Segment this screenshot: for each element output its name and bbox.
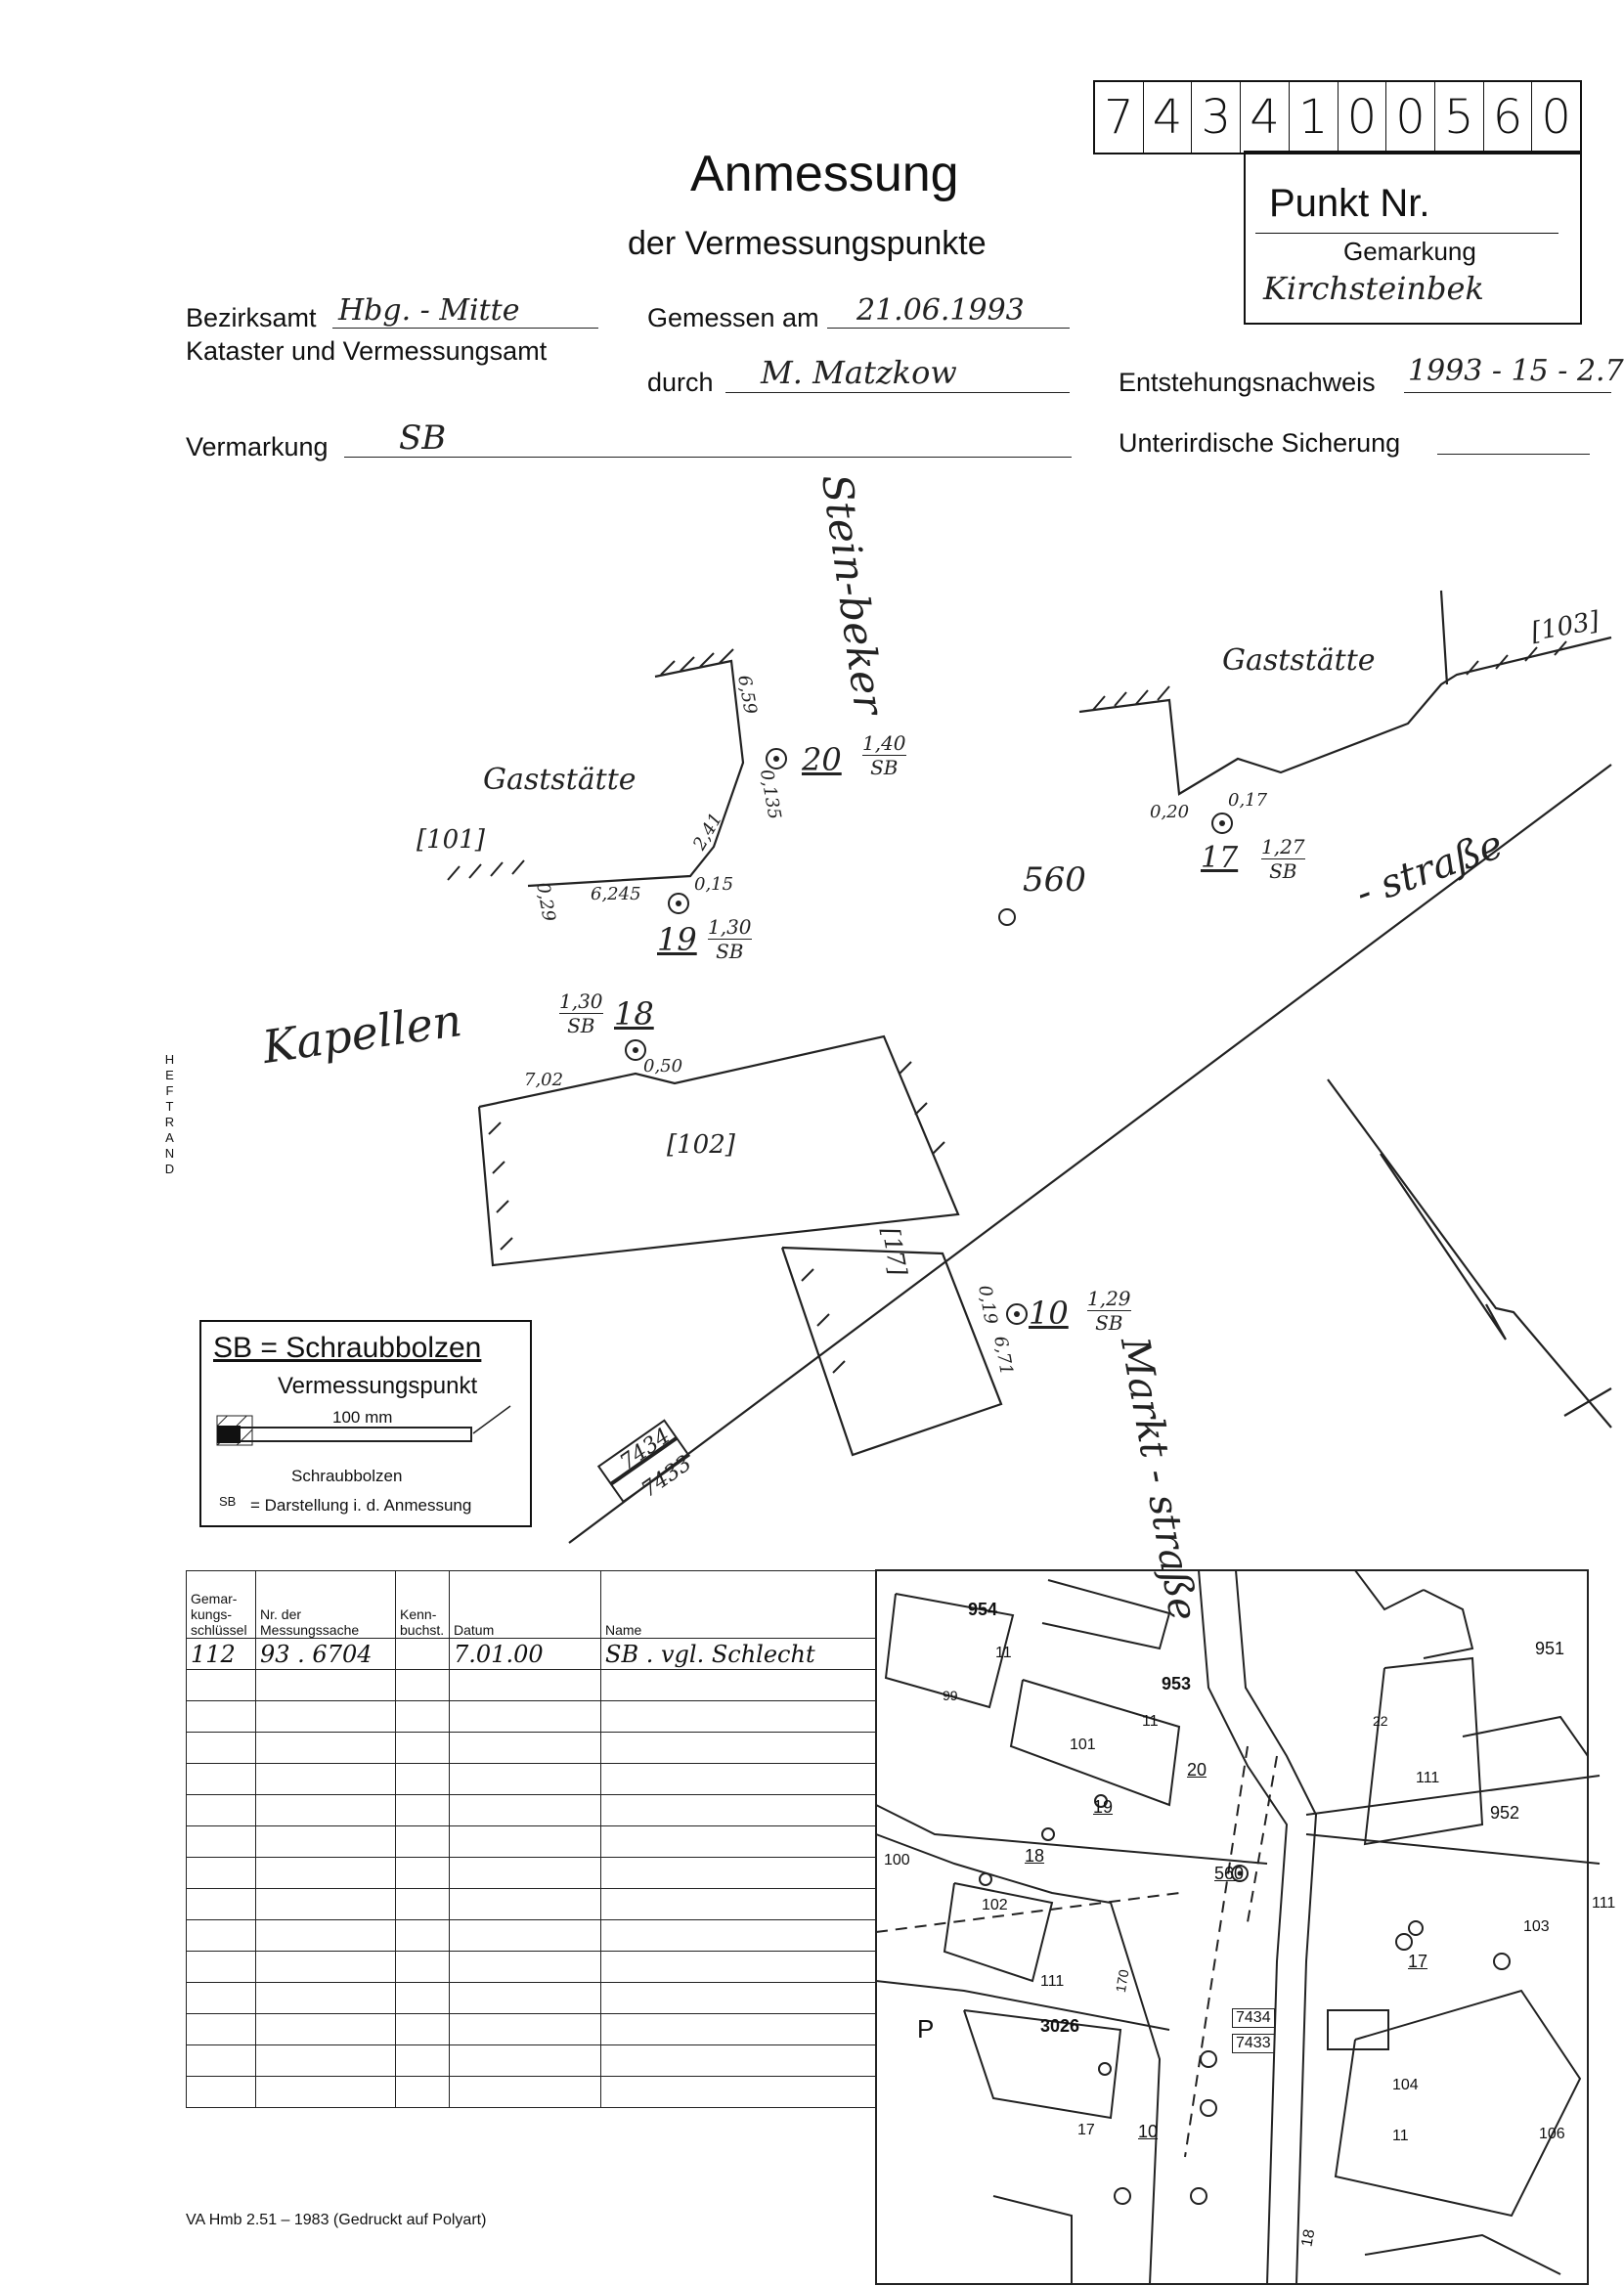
cell xyxy=(187,1670,256,1701)
cell xyxy=(256,1889,396,1920)
table-row xyxy=(187,1733,876,1764)
cell xyxy=(601,1764,876,1795)
cell xyxy=(187,1889,256,1920)
footer-note: VA Hmb 2.51 – 1983 (Gedruckt auf Polyart) xyxy=(186,2212,487,2228)
cell xyxy=(396,1826,450,1858)
label-gaststaette-right: Gaststätte xyxy=(1222,643,1376,678)
cell xyxy=(396,2077,450,2108)
map-parcel-111c: 111 xyxy=(1592,1895,1616,1912)
measure-015: 0,15 xyxy=(694,874,734,895)
entstehung-field: 1993 - 15 - 2.7 xyxy=(1404,354,1611,393)
map-point-17: 17 xyxy=(1408,1952,1428,1971)
label-103: [103] xyxy=(1528,606,1602,647)
measure-019: 0,19 xyxy=(974,1283,1001,1327)
map-point-19: 19 xyxy=(1093,1797,1114,1817)
cell xyxy=(601,2045,876,2077)
durch-label: durch xyxy=(647,368,714,397)
cell xyxy=(450,2014,601,2045)
cell xyxy=(450,1826,601,1858)
cell xyxy=(256,1733,396,1764)
map-parcel-18: 18 xyxy=(1298,2227,1319,2249)
building-outline-17 xyxy=(782,1248,1001,1455)
point-560-label: 560 xyxy=(1023,860,1086,900)
point-17-height: 1,27 SB xyxy=(1261,835,1305,883)
gemessen-field: 21.06.1993 xyxy=(827,293,1070,329)
cell xyxy=(256,1952,396,1983)
digit: 0 xyxy=(1541,90,1571,145)
cell xyxy=(450,2077,601,2108)
cell xyxy=(601,1952,876,1983)
cell xyxy=(601,1826,876,1858)
cell xyxy=(396,2045,450,2077)
bezirksamt-field: Hbg. - Mitte xyxy=(332,293,598,329)
cell xyxy=(187,1733,256,1764)
table-row xyxy=(187,1795,876,1826)
cell xyxy=(450,1701,601,1733)
map-parcel-103: 103 xyxy=(1523,1918,1550,1935)
measure-6245: 6,245 xyxy=(591,884,641,904)
map-parcel-3026: 3026 xyxy=(1040,2016,1080,2036)
cell xyxy=(187,2077,256,2108)
map-parcel-170: 170 xyxy=(1112,1968,1132,1994)
measure-017: 0,17 xyxy=(1228,790,1268,811)
cadastral-map xyxy=(876,1570,1588,2284)
map-parcel-952: 952 xyxy=(1490,1803,1520,1823)
gemarkung-value: Kirchsteinbek xyxy=(1263,270,1484,307)
street-steinbeker: Stein-beker xyxy=(812,470,894,718)
digit: 5 xyxy=(1435,82,1484,153)
cell xyxy=(450,1889,601,1920)
cell xyxy=(187,1920,256,1952)
cell xyxy=(450,1670,601,1701)
cell xyxy=(187,1764,256,1795)
cell: SB . vgl. Schlecht xyxy=(601,1639,876,1670)
measure-241: 2,41 xyxy=(688,809,727,855)
cell xyxy=(187,1952,256,1983)
legend-darstellung: = Darstellung i. d. Anmessung xyxy=(250,1496,472,1515)
cell: 93 . 6704 xyxy=(256,1639,396,1670)
cell xyxy=(256,1826,396,1858)
cell: 7.01.00 xyxy=(450,1639,601,1670)
cell xyxy=(450,1795,601,1826)
cell xyxy=(450,1952,601,1983)
table-row xyxy=(187,2045,876,2077)
cell xyxy=(187,1701,256,1733)
gemessen-label: Gemessen am xyxy=(647,303,819,332)
cell xyxy=(450,1764,601,1795)
digit: 0 xyxy=(1386,82,1435,153)
measure-050: 0,50 xyxy=(643,1056,683,1077)
point-18-nr: 18 xyxy=(614,995,654,1033)
unterirdisch-label: Unterirdische Sicherung xyxy=(1119,428,1401,458)
cell xyxy=(396,1952,450,1983)
map-parcel-11a: 11 xyxy=(995,1645,1012,1661)
measure-659: 6,59 xyxy=(733,673,761,717)
street-strasse: - straße xyxy=(1349,821,1510,917)
cell xyxy=(256,1764,396,1795)
table-row xyxy=(187,1826,876,1858)
map-parcel-99: 99 xyxy=(943,1688,958,1703)
label-17: [17] xyxy=(876,1225,912,1278)
cell xyxy=(256,1670,396,1701)
legend-subtitle: Vermessungspunkt xyxy=(278,1373,478,1399)
cell xyxy=(396,1858,450,1889)
cell xyxy=(187,1826,256,1858)
sheet-7434: 7434 xyxy=(615,1424,676,1475)
cell xyxy=(396,1639,450,1670)
legend-box xyxy=(199,1320,532,1527)
digit: 3 xyxy=(1192,82,1241,153)
cell xyxy=(450,2045,601,2077)
cell xyxy=(601,1920,876,1952)
map-sheet-7434: 7434 xyxy=(1232,2008,1275,2028)
table-row xyxy=(187,1952,876,1983)
cell xyxy=(601,1733,876,1764)
cell xyxy=(256,2014,396,2045)
point-19-height: 1,30 SB xyxy=(708,915,752,963)
col-kennbuchst: Kenn-buchst. xyxy=(396,1571,450,1639)
label-gaststaette-left: Gaststätte xyxy=(483,763,636,797)
label-102: [102] xyxy=(667,1130,735,1160)
bezirksamt-label: Bezirksamt xyxy=(186,303,317,332)
street-kapellen: Kapellen xyxy=(259,993,465,1074)
cell xyxy=(256,1795,396,1826)
cell xyxy=(187,2045,256,2077)
sheet-7433: 7433 xyxy=(636,1451,697,1503)
digit: 1 xyxy=(1290,82,1339,153)
messungssache-table xyxy=(186,1570,876,2108)
map-parcel-11b: 11 xyxy=(1392,2128,1409,2144)
north-arrow xyxy=(1328,1079,1611,1428)
digit: 6 xyxy=(1484,82,1533,153)
cell: 112 xyxy=(187,1639,256,1670)
cell xyxy=(396,1670,450,1701)
cell xyxy=(450,1733,601,1764)
table-row xyxy=(187,2014,876,2045)
map-parcel-22: 22 xyxy=(1373,1713,1388,1729)
map-parcel-p: P xyxy=(917,2014,935,2044)
measure-020: 0,20 xyxy=(1150,802,1190,822)
heftrand-label: HEFTRAND xyxy=(162,1052,177,1177)
col-datum: Datum xyxy=(450,1571,601,1639)
cell xyxy=(187,1983,256,2014)
map-parcel-951: 951 xyxy=(1535,1639,1565,1658)
kataster-label: Kataster und Vermessungsamt xyxy=(186,336,548,366)
cell xyxy=(396,1701,450,1733)
cell xyxy=(256,1858,396,1889)
table-row xyxy=(187,1858,876,1889)
digit: 7 xyxy=(1095,82,1144,153)
map-parcel-100: 100 xyxy=(884,1852,910,1868)
measure-029: 0,29 xyxy=(532,880,559,924)
table-row xyxy=(187,1670,876,1701)
vermarkung-label: Vermarkung xyxy=(186,432,329,462)
cell xyxy=(256,1701,396,1733)
cell xyxy=(396,2014,450,2045)
cell xyxy=(396,1983,450,2014)
page-subtitle: der Vermessungspunkte xyxy=(628,225,987,262)
table-row xyxy=(187,1920,876,1952)
point-10-nr: 10 xyxy=(1029,1295,1069,1332)
cell xyxy=(601,1795,876,1826)
col-gemarkungs: Gemar-kungs-schlüssel xyxy=(187,1571,256,1639)
point-10-height: 1,29 SB xyxy=(1087,1287,1131,1335)
cell xyxy=(450,1858,601,1889)
map-parcel-17: 17 xyxy=(1077,2122,1095,2138)
table-row xyxy=(187,1889,876,1920)
vermarkung-field: SB xyxy=(344,418,1072,458)
table-row xyxy=(187,1764,876,1795)
cell xyxy=(396,1795,450,1826)
table-row xyxy=(187,2077,876,2108)
cell xyxy=(450,1920,601,1952)
measure-702: 7,02 xyxy=(524,1070,564,1090)
table-row xyxy=(187,1701,876,1733)
cell xyxy=(187,1795,256,1826)
cell xyxy=(187,2014,256,2045)
digit: 4 xyxy=(1241,82,1290,153)
cell xyxy=(601,1983,876,2014)
cell xyxy=(601,1858,876,1889)
map-parcel-102: 102 xyxy=(982,1897,1008,1913)
cell xyxy=(187,1858,256,1889)
punkt-label: Punkt Nr. xyxy=(1269,182,1430,225)
map-point-10: 10 xyxy=(1138,2122,1159,2141)
point-20-nr: 20 xyxy=(802,741,842,778)
cell xyxy=(396,1920,450,1952)
cell xyxy=(256,1983,396,2014)
cell xyxy=(256,2077,396,2108)
point-17-nr: 17 xyxy=(1201,841,1239,875)
map-parcel-111a: 111 xyxy=(1416,1770,1440,1786)
cell xyxy=(396,1764,450,1795)
table-row xyxy=(187,1639,876,1670)
point-20-height: 1,40 SB xyxy=(862,731,906,779)
map-parcel-104: 104 xyxy=(1392,2077,1419,2093)
cell xyxy=(256,2045,396,2077)
point-19-nr: 19 xyxy=(657,921,697,958)
map-parcel-954: 954 xyxy=(968,1600,998,1619)
durch-field: M. Matzkow xyxy=(725,354,1070,393)
map-point-560: 560 xyxy=(1214,1864,1245,1883)
point-18-height: 1,30 SB xyxy=(559,989,603,1037)
map-point-20: 20 xyxy=(1187,1760,1207,1780)
cell xyxy=(396,1889,450,1920)
digit: 4 xyxy=(1144,82,1193,153)
entstehung-label: Entstehungsnachweis xyxy=(1119,368,1376,397)
map-parcel-106: 106 xyxy=(1539,2126,1565,2142)
legend-bolt: Schraubbolzen xyxy=(291,1467,403,1485)
label-101: [101] xyxy=(417,825,485,855)
legend-title: SB = Schraubbolzen xyxy=(213,1332,482,1364)
cell xyxy=(601,1670,876,1701)
cell xyxy=(256,1920,396,1952)
map-parcel-101: 101 xyxy=(1070,1736,1096,1753)
point-560-marker xyxy=(999,909,1015,925)
map-parcel-11c: 11 xyxy=(1142,1713,1159,1730)
measure-671: 6,71 xyxy=(989,1334,1017,1378)
map-sheet-7433: 7433 xyxy=(1232,2034,1275,2053)
legend-dim: 100 mm xyxy=(332,1408,393,1427)
col-messungssache: Nr. der Messungssache xyxy=(256,1571,396,1639)
gemarkung-label: Gemarkung xyxy=(1343,237,1476,266)
map-parcel-111b: 111 xyxy=(1040,1973,1065,1990)
cell xyxy=(601,2014,876,2045)
col-name: Name xyxy=(601,1571,876,1639)
table-row xyxy=(187,1983,876,2014)
cell xyxy=(450,1983,601,2014)
street-markt: Markt - straße xyxy=(1111,1334,1207,1624)
cell xyxy=(601,1701,876,1733)
digit: 0 xyxy=(1339,82,1387,153)
cell xyxy=(601,2077,876,2108)
measure-0135: 0,135 xyxy=(755,768,785,821)
cell xyxy=(396,1733,450,1764)
cell xyxy=(601,1889,876,1920)
map-parcel-953: 953 xyxy=(1162,1674,1192,1693)
page-title: Anmessung xyxy=(690,146,959,202)
map-point-18: 18 xyxy=(1025,1846,1045,1866)
legend-symbol: SB xyxy=(219,1494,237,1509)
